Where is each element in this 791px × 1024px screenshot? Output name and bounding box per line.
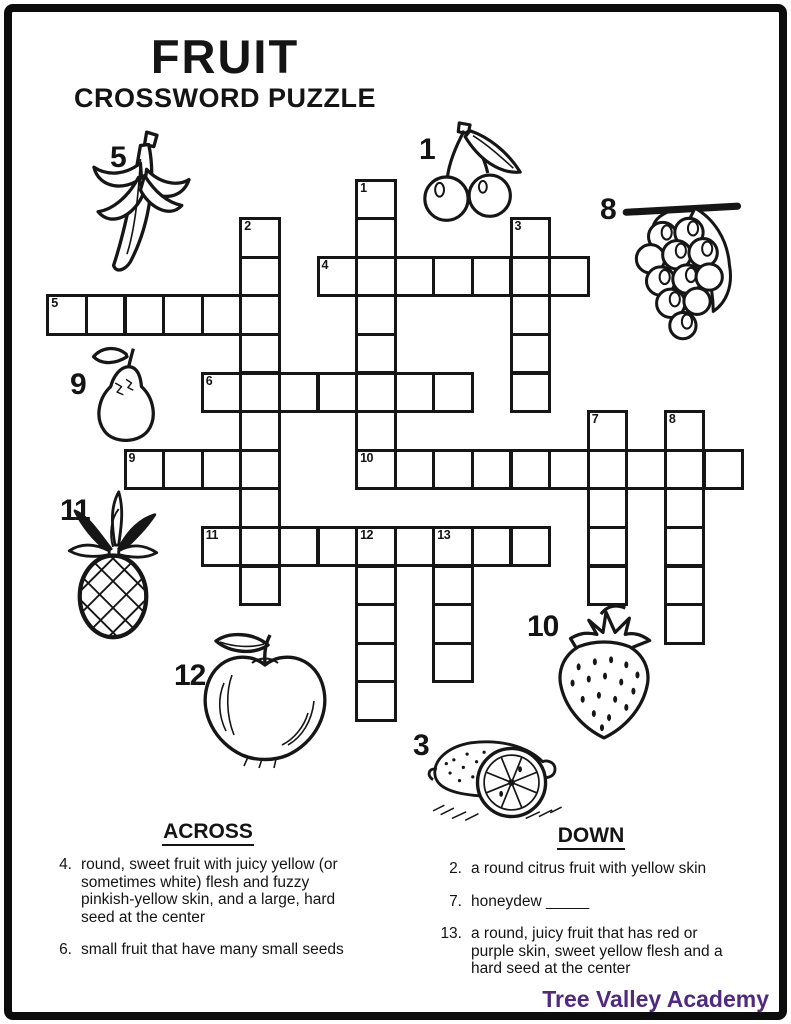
grid-cell xyxy=(239,449,281,491)
across-clues-section xyxy=(40,820,376,974)
grid-cell xyxy=(239,526,281,568)
grid-cell xyxy=(587,487,629,529)
fruit-number-grapes: 8 xyxy=(600,193,616,226)
grid-cell xyxy=(239,217,281,259)
clue-item xyxy=(430,893,752,911)
clue-number: 13. xyxy=(440,925,462,942)
grid-cell xyxy=(548,449,590,491)
grid-cell xyxy=(239,333,281,375)
grid-cell xyxy=(664,603,706,645)
grid-cell xyxy=(239,565,281,607)
grid-cell xyxy=(239,410,281,452)
grid-cell xyxy=(239,294,281,336)
cell-number: 3 xyxy=(514,219,521,234)
grid-cell xyxy=(432,565,474,607)
fruit-number-apple: 12 xyxy=(174,659,206,692)
grid-cell xyxy=(432,642,474,684)
page-title: FRUIT xyxy=(150,30,300,83)
grid-cell xyxy=(355,526,397,568)
grid-cell xyxy=(355,294,397,336)
clue-text: honeydew _____ xyxy=(471,892,590,910)
grid-cell xyxy=(510,372,552,414)
cell-number: 1 xyxy=(360,180,367,195)
clue-number: 2. xyxy=(449,860,462,877)
grid-cell xyxy=(548,256,590,298)
grid-cell xyxy=(85,294,127,336)
grid-cell xyxy=(355,372,397,414)
grid-cell xyxy=(278,526,320,568)
grid-cell xyxy=(510,256,552,298)
clue-text: a round citrus fruit with yellow skin xyxy=(471,860,707,877)
grid-cell xyxy=(664,565,706,607)
fruit-number-cherries: 1 xyxy=(419,133,435,166)
cell-number: 5 xyxy=(51,296,58,311)
cell-number: 10 xyxy=(360,450,373,465)
banana-icon xyxy=(80,128,205,283)
grid-cell xyxy=(471,449,513,491)
grid-cell xyxy=(664,449,706,491)
grid-cell xyxy=(239,372,281,414)
grid-cell xyxy=(355,179,397,221)
cell-number: 13 xyxy=(437,527,451,542)
cell-number: 2 xyxy=(244,219,251,234)
cell-number: 12 xyxy=(360,527,373,542)
fruit-number-pear: 9 xyxy=(70,368,86,401)
clue-item xyxy=(40,856,376,926)
grid-cell xyxy=(664,526,706,568)
grid-cell xyxy=(510,449,552,491)
across-clue-list xyxy=(40,856,376,959)
fruit-number-strawberry: 10 xyxy=(527,610,559,643)
cell-number: 8 xyxy=(668,412,676,427)
grid-cell xyxy=(471,256,513,298)
grid-cell xyxy=(355,680,397,722)
grid-cell xyxy=(587,565,629,607)
grid-cell xyxy=(664,410,706,452)
grid-cell xyxy=(394,256,436,298)
down-clue-list xyxy=(430,860,752,978)
grid-cell xyxy=(317,372,359,414)
grid-cell xyxy=(432,449,474,491)
grid-cell xyxy=(664,487,706,529)
title-block xyxy=(20,32,430,114)
cell-number: 9 xyxy=(128,450,135,465)
grid-cell xyxy=(355,642,397,684)
cell-number: 11 xyxy=(205,527,218,542)
grid-cell xyxy=(510,333,552,375)
clue-number: 6. xyxy=(59,941,72,958)
grid-cell xyxy=(587,449,629,491)
grid-cell xyxy=(201,294,243,336)
fruit-number-pineapple: 11 xyxy=(60,494,90,527)
grid-cell xyxy=(510,294,552,336)
grid-cell xyxy=(317,256,359,298)
grid-cell xyxy=(355,217,397,259)
down-heading: DOWN xyxy=(430,824,752,848)
pear-icon xyxy=(86,345,168,449)
clue-item xyxy=(430,860,752,878)
clue-number: 4. xyxy=(59,856,72,873)
clue-text: small fruit that have many small seeds xyxy=(81,941,344,958)
site-credit: Tree Valley Academy xyxy=(542,986,769,1012)
grapes-icon xyxy=(616,190,768,362)
grid-cell xyxy=(471,526,513,568)
grid-cell xyxy=(587,410,629,452)
grid-cell xyxy=(625,449,667,491)
grid-cell xyxy=(432,603,474,645)
grid-cell xyxy=(278,372,320,414)
grid-cell xyxy=(432,526,474,568)
across-heading: ACROSS xyxy=(40,820,376,844)
apple-icon xyxy=(190,630,340,782)
grid-cell xyxy=(394,526,436,568)
grid-cell xyxy=(201,372,243,414)
cell-number: 6 xyxy=(205,373,213,388)
clue-text: a round, juicy fruit that has red or purple skin, sweet yellow flesh and a hard seed at the center xyxy=(471,925,723,977)
grid-cell xyxy=(355,603,397,645)
lemon-icon xyxy=(420,722,570,826)
clue-item xyxy=(40,941,376,959)
clue-text: round, sweet fruit with juicy yellow (or sometimes white) flesh and fuzzy pinkish-yellow skin, and a large, hard seed at the center xyxy=(81,856,338,926)
grid-cell xyxy=(317,526,359,568)
grid-cell xyxy=(201,449,243,491)
grid-cell xyxy=(355,256,397,298)
grid-cell xyxy=(239,256,281,298)
grid-cell xyxy=(432,256,474,298)
grid-cell xyxy=(510,526,552,568)
grid-cell xyxy=(124,294,166,336)
grid-cell xyxy=(394,449,436,491)
cell-number: 4 xyxy=(321,257,328,272)
grid-cell xyxy=(432,372,474,414)
grid-cell xyxy=(587,526,629,568)
grid-cell xyxy=(355,410,397,452)
fruit-number-lemon: 3 xyxy=(413,729,429,762)
grid-cell xyxy=(703,449,745,491)
grid-cell xyxy=(124,449,166,491)
grid-cell xyxy=(355,565,397,607)
grid-cell xyxy=(162,449,204,491)
page-subtitle: CROSSWORD PUZZLE xyxy=(74,83,376,114)
down-clues-section xyxy=(430,824,752,993)
clue-item xyxy=(430,925,752,978)
grid-cell xyxy=(46,294,88,336)
grid-cell xyxy=(162,294,204,336)
grid-cell xyxy=(201,526,243,568)
fruit-number-banana: 5 xyxy=(110,141,126,174)
grid-cell xyxy=(355,449,397,491)
cell-number: 7 xyxy=(591,412,599,427)
grid-cell xyxy=(355,333,397,375)
grid-cell xyxy=(394,372,436,414)
grid-cell xyxy=(239,487,281,529)
clue-number: 7. xyxy=(449,892,462,910)
